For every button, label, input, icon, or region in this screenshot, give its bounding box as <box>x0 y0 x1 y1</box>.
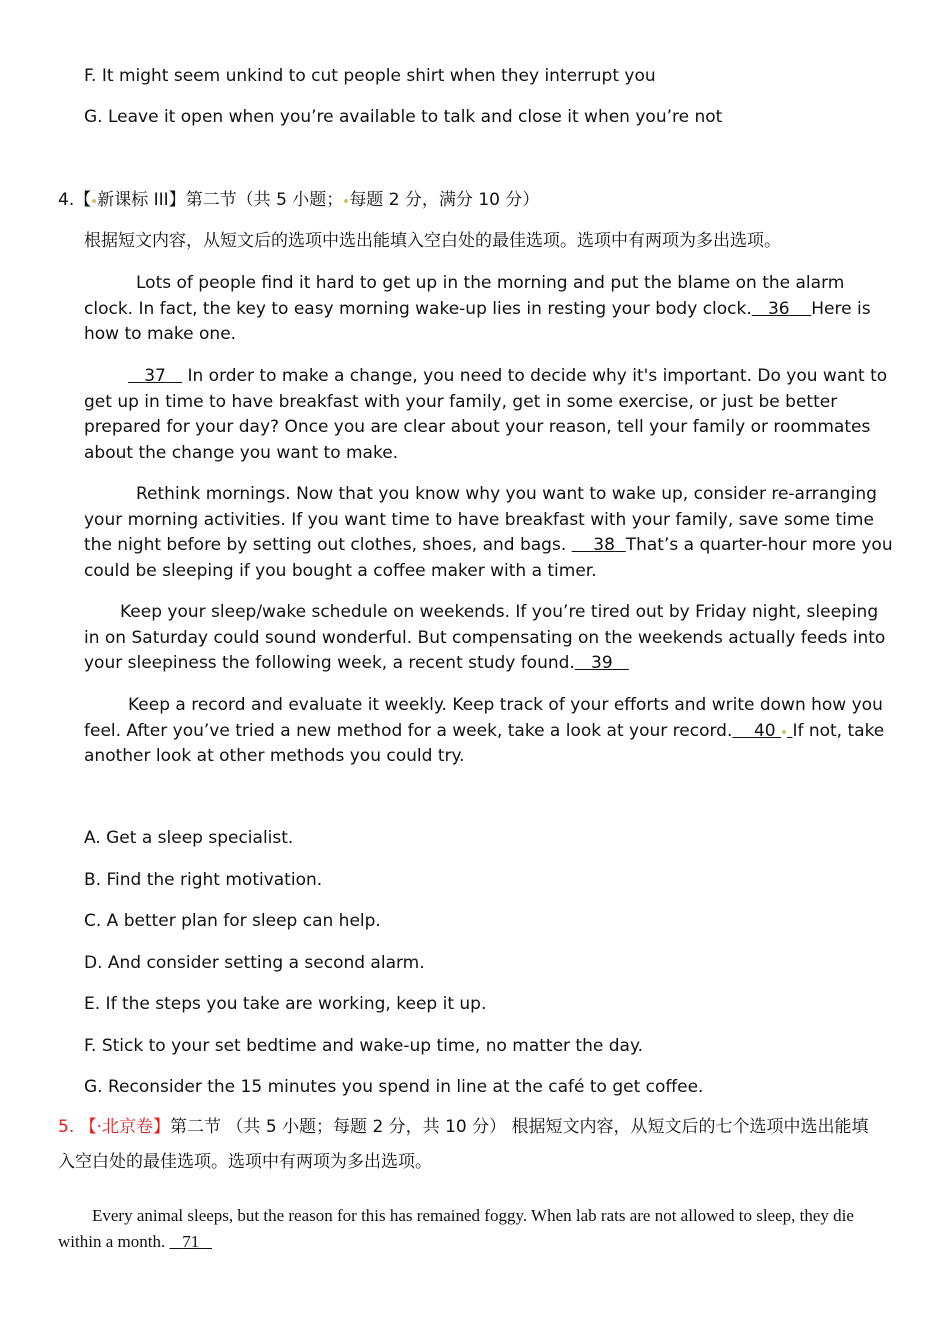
passage-paragraph-4 <box>84 600 896 677</box>
section5-title: 第二节 （共 5 小题；每题 2 分，共 10 分） 根据短文内容，从短文后的七个选项中选出能填 <box>170 1117 869 1137</box>
option-e: E. If the steps you take are working, keep it up. <box>84 994 487 1014</box>
paragraph-text: If not, take another look at other methods you could try. <box>84 720 885 766</box>
paragraph-text: Keep a record and evaluate it weekly. Keep track of your efforts and write down how you feel. After you’ve tried a new method for a week, take a look at your record. <box>84 695 883 741</box>
option-f: F. Stick to your set bedtime and wake-up time, no matter the day. <box>84 1036 643 1056</box>
passage-paragraph-2 <box>84 364 896 466</box>
highlight-dot-icon <box>782 730 786 734</box>
paragraph-text: Every animal sleeps, but the reason for this has remained foggy. When lab rats are not allowed to sleep, they die within a month. <box>58 1206 854 1251</box>
passage-paragraph-5 <box>84 693 896 770</box>
highlight-dot-icon <box>344 199 348 203</box>
answer-blank-39: 39 <box>591 653 613 673</box>
section4-source: 新课标 III】 <box>97 190 186 210</box>
answer-blank-36: 36 <box>767 298 790 319</box>
section4-title2: 每题 2 分，满分 10 分） <box>349 190 540 210</box>
paragraph-text: Keep your sleep/wake schedule on weekends. If you’re tired out by Friday night, sleeping in on Saturday could sound wonderful. But compensating on the weekends actually feeds into your sleepiness the following week, a recent study found. <box>84 602 886 673</box>
paragraph-text: Here is how to make one. <box>84 298 871 344</box>
option-g: G. Reconsider the 15 minutes you spend in line at the café to get coffee. <box>84 1077 704 1097</box>
paragraph-text: That’s a quarter-hour more you could be sleeping if you bought a coffee maker with a timer. <box>84 535 893 581</box>
passage-paragraph-1 <box>84 271 896 348</box>
paragraph-text: Rethink mornings. Now that you know why you want to wake up, consider re-arranging your morning activities. If you want time to have breakfast with your family, save some time the night before by setting out clothes, shoes, and bags. <box>84 484 877 555</box>
answer-blank-40: 40 <box>732 721 792 741</box>
section4-header <box>58 188 539 214</box>
section5-instructions: 入空白处的最佳选项。选项中有两项为多出选项。 <box>58 1152 432 1172</box>
option-c: C. A better plan for sleep can help. <box>84 911 381 931</box>
answer-blank-71: 71 <box>182 1231 200 1251</box>
answer-blank-37: 37 <box>144 366 166 386</box>
highlight-dot-icon <box>92 199 96 203</box>
option-d: D. And consider setting a second alarm. <box>84 953 425 973</box>
section4-instructions: 根据短文内容，从短文后的选项中选出能填入空白处的最佳选项。选项中有两项为多出选项。 <box>84 231 781 251</box>
option-b: B. Find the right motivation. <box>84 870 323 890</box>
paragraph-text: In order to make a change, you need to decide why it's important. Do you want to get up in time to have breakfast with your family, get in some exercise, or just be better prepared for your day? Once you are clear about your reason, tell your family or roommates about the change you want to make. <box>84 366 888 463</box>
section5-label: 5. 【·北京卷】 <box>58 1117 171 1137</box>
section5-passage <box>58 1203 888 1254</box>
section4-title: 第二节（共 5 小题； <box>185 190 344 210</box>
option-a: A. Get a sleep specialist. <box>84 828 294 848</box>
answer-blank-38: 38 <box>593 535 615 555</box>
section5-header <box>58 1115 869 1141</box>
prev-option-f: F. It might seem unkind to cut people shirt when they interrupt you <box>84 66 656 86</box>
passage-paragraph-3 <box>84 482 896 584</box>
prev-option-g: G. Leave it open when you’re available to talk and close it when you’re not <box>84 107 723 127</box>
paragraph-text: Lots of people find it hard to get up in the morning and put the blame on the alarm clock. In fact, the key to easy morning wake-up lies in resting your body clock. <box>84 273 845 319</box>
section4-number: 4.【 <box>58 190 92 210</box>
